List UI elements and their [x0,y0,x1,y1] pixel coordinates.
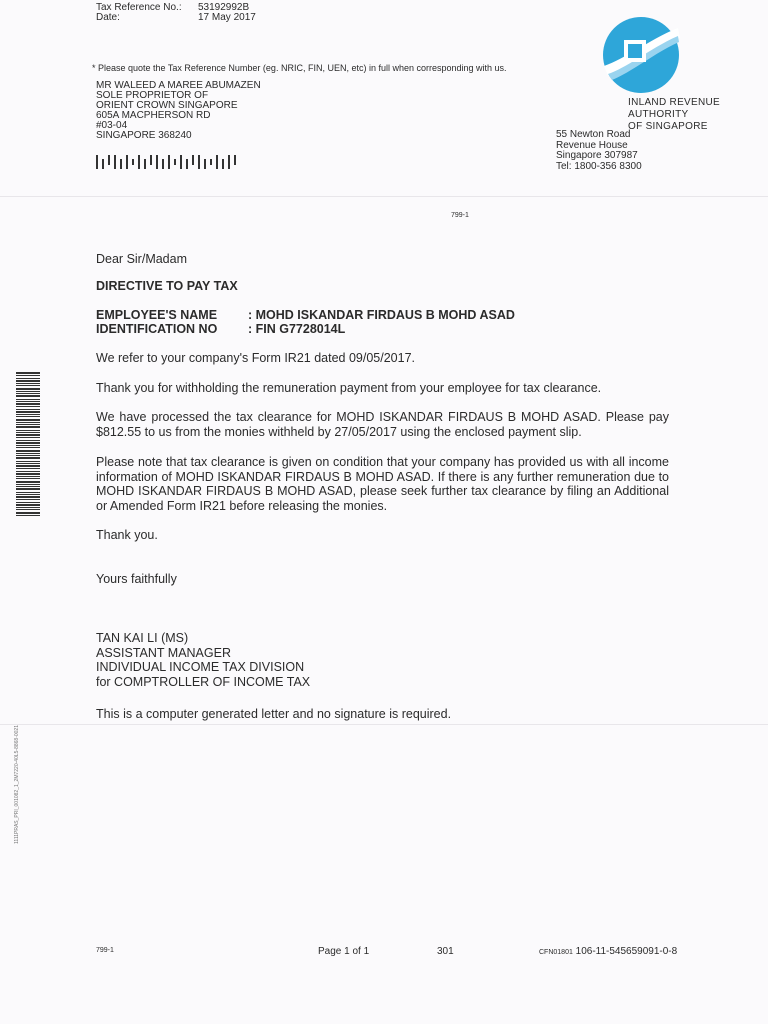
recipient-line: SOLE PROPRIETOR OF [96,90,209,101]
signatory-title: ASSISTANT MANAGER [96,645,231,660]
barcode-bar [16,504,40,506]
barcode-bar [16,426,40,428]
barcode-bar [16,430,40,431]
barcode-bar [16,473,40,475]
org-name-line: OF SINGAPORE [628,121,708,132]
salutation: Dear Sir/Madam [96,252,187,266]
employee-name-label: EMPLOYEE'S NAME [96,308,218,322]
barcode-bar [16,406,40,407]
employee-name-row [96,308,515,323]
barcode-bar [16,512,40,514]
date-value: 17 May 2017 [198,12,256,23]
org-name-line: AUTHORITY [628,109,689,120]
barcode-bar [16,383,40,384]
barcode-bar [16,499,40,500]
barcode-bar [16,457,40,459]
footer-cfn [539,946,677,957]
barcode-bar [16,453,40,454]
footer-cfn-label: CFN01801 [539,949,573,956]
barcode-bar [16,478,40,479]
footer-page-number: Page 1 of 1 [318,946,370,957]
barcode-bar [16,395,40,397]
fold-line [0,724,768,725]
recipient-address [96,81,261,141]
barcode-bar [16,391,40,392]
barcode-bar [16,403,40,405]
paragraph-4: Please note that tax clearance is given on condition that your company has provided us with all income information of MOHD ISKANDAR FIRDAUS B MOHD ASAD. If there is any further remuneration due to MOHD ISKANDAR FIRDAUS B MOHD ASAD, please seek further tax clearance by filing an Additional or Amended Form IR21 before releasing the monies. [96,455,669,513]
barcode-bar [16,437,40,438]
barcode-bar [16,463,40,464]
org-address-line: Singapore 307987 [556,150,638,161]
barcode-bar [16,455,40,456]
footer-form-code: 799-1 [96,947,114,954]
barcode-bar [16,507,40,508]
barcode-bar [16,388,40,390]
form-code-top: 799-1 [451,212,469,219]
barcode-bar [16,450,40,452]
barcode-bar [16,434,40,436]
identification-value: : FIN G7728014L [248,322,346,336]
date-label: Date: [96,12,120,23]
barcode-bar [16,465,40,467]
tax-ref-value: 53192992B [198,2,250,13]
footer-cfn-value: 106-11-545659091-0-8 [575,946,678,957]
barcode-bar [16,401,40,402]
barcode-bar [16,432,40,433]
barcode-bar [16,488,40,490]
identification-label: IDENTIFICATION NO [96,322,218,336]
barcode-bar [16,393,40,394]
barcode-bar [16,461,40,462]
organization-name [628,97,720,133]
barcode-bar [16,372,40,374]
barcode-bar [16,399,40,400]
postal-barcode [96,152,238,172]
barcode-bar [16,378,40,379]
barcode-bar [16,486,40,487]
side-barcode [16,372,40,516]
barcode-bar [16,496,40,498]
barcode-bar [16,414,40,415]
employee-name-value: : MOHD ISKANDAR FIRDAUS B MOHD ASAD [248,308,515,322]
barcode-bar [16,515,40,516]
barcode-bar [16,445,40,446]
thanks-line: Thank you. [96,528,158,542]
barcode-bar [16,509,40,510]
side-code-text: 1111PRAS_PRI_001082_1_2M7220-40L5-8868-0021 [14,725,20,844]
signatory-org: for COMPTROLLER OF INCOME TAX [96,674,311,689]
barcode-bar [16,476,40,477]
barcode-bar [16,502,40,503]
barcode-bar [16,468,40,469]
recipient-line: #03-04 [96,120,128,131]
barcode-bar [16,422,40,423]
barcode-bar [16,380,40,382]
paragraph-1: We refer to your company's Form IR21 dated 09/05/2017. [96,351,415,365]
recipient-line: MR WALEED A MAREE ABUMAZEN [96,80,261,91]
barcode-bar [16,440,40,441]
signatory-division: INDIVIDUAL INCOME TAX DIVISION [96,660,305,674]
org-name-line: INLAND REVENUE [628,97,720,108]
organization-address [556,130,642,172]
barcode-bar [16,416,40,417]
org-address-line: Revenue House [556,139,628,151]
identification-row [96,322,345,337]
iras-logo-icon [602,16,680,94]
recipient-line: 605A MACPHERSON RD [96,110,211,121]
barcode-bar [16,409,40,410]
barcode-bar [16,424,40,425]
barcode-bar [16,447,40,448]
recipient-line: ORIENT CROWN SINGAPORE [96,100,238,111]
quote-note: * Please quote the Tax Reference Number (eg. NRIC, FIN, UEN, etc) in full when corresponding with us. [92,63,507,73]
barcode-bar [16,411,40,413]
barcode-bar [16,442,40,444]
barcode-bar [16,419,40,421]
barcode-bar [16,494,40,495]
barcode-bar [16,484,40,485]
footer-number: 301 [437,946,454,957]
recipient-line: SINGAPORE 368240 [96,130,192,141]
barcode-bar [16,471,40,472]
barcode-bar [16,385,40,386]
paragraph-3: We have processed the tax clearance for MOHD ISKANDAR FIRDAUS B MOHD ASAD. Please pay $812.55 to us from the monies withheld by 27/05/2017 using the enclosed payment slip. [96,410,669,439]
closing-line: Yours faithfully [96,572,177,586]
reference-values [198,3,256,23]
fold-line [0,196,768,197]
barcode-bar [16,375,40,376]
signatory-block [96,631,310,689]
tax-ref-label: Tax Reference No.: [96,2,182,13]
signatory-name: TAN KAI LI (MS) [96,631,189,645]
org-address-line: Tel: 1800-356 8300 [556,160,642,172]
barcode-bar [16,492,40,493]
org-address-line: 55 Newton Road [556,129,631,140]
barcode-bar [16,481,40,483]
subject-heading: DIRECTIVE TO PAY TAX [96,279,238,293]
paragraph-2: Thank you for withholding the remuneration payment from your employee for tax clearance. [96,381,602,395]
computer-generated-note: This is a computer generated letter and no signature is required. [96,707,452,721]
reference-labels [96,3,182,23]
